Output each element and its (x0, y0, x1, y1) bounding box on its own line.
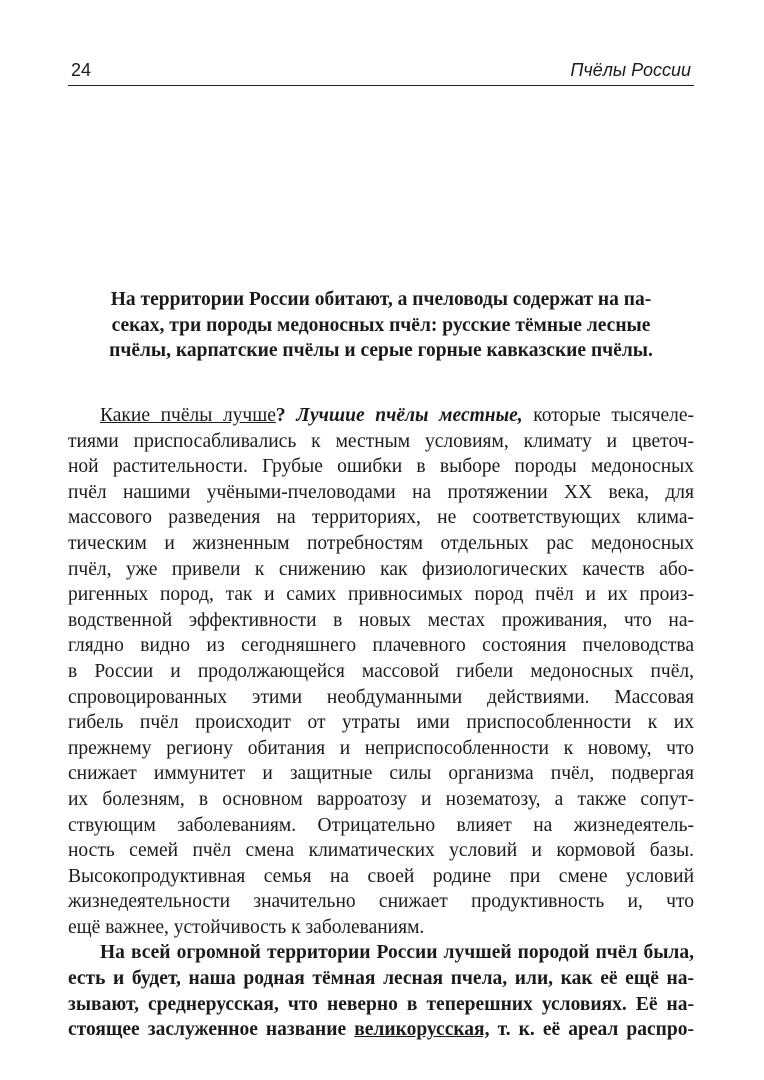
paragraph-line: ной растительности. Грубые ошибки в выборе породы медоносных (68, 456, 694, 478)
paragraph-line: в России и продолжающейся массовой гибели медоносных пчёл, (68, 660, 694, 682)
paragraph-line: глядно видно из сегодняшнего плачевного состояния пчеловодства (68, 635, 694, 657)
paragraph-line: ещё важнее, устойчивость к заболеваниям. (68, 916, 425, 938)
paragraph-line: спровоцированных этими необдуманными действиями. Массовая (68, 686, 694, 708)
question-heading: Какие пчёлы лучше (100, 405, 276, 426)
running-head (68, 58, 694, 84)
paragraph-line: прежнему региону обитания и неприспособленности к новому, что (68, 737, 694, 759)
paragraph-line: есть и будет, наша родная тёмная лесная пчела, или, как её ещё на- (68, 968, 694, 990)
page-number: 24 (71, 60, 92, 80)
paragraph-line (68, 1017, 694, 1043)
paragraph-line: их болезням, в основном варроатозу и нозематозу, а также сопут- (68, 788, 694, 810)
header-rule (68, 85, 694, 86)
body-text (68, 403, 694, 1043)
abstract-line: пчёлы, карпатские пчёлы и серые горные кавказские пчёлы. (109, 340, 653, 362)
paragraph-line: ригенных пород, так и самих привносимых пород пчёл и их произ- (68, 584, 694, 606)
paragraph-1 (68, 403, 694, 940)
abstract-line: секах, три породы медоносных пчёл: русские тёмные лесные (111, 314, 651, 336)
paragraph-line: водственной эффективности в новых местах проживания, что на- (68, 609, 694, 631)
paragraph-line: тиями приспосабливались к местным условиям, климату и цветоч- (68, 430, 694, 452)
emphasis-phrase: Лучшие пчёлы местные, (296, 405, 523, 426)
running-title: Пчёлы России (570, 60, 691, 80)
question-mark: ? (275, 405, 297, 426)
paragraph-line: ствующим заболеваниям. Отрицательно влияет на жизнедеятель- (68, 814, 694, 836)
paragraph-line: зывают, среднерусская, что неверно в теперешних условиях. Её на- (68, 993, 694, 1015)
paragraph-line: пчёл нашими учёными-пчеловодами на протяжении ХХ века, для (68, 481, 694, 503)
paragraph-line: ность семей пчёл смена климатических условий и кормовой базы. (68, 840, 694, 862)
paragraph-line: массового разведения на территориях, не соответствующих клима- (68, 507, 694, 529)
paragraph-2 (68, 940, 694, 1042)
line-text: стоящее заслуженное название (68, 1019, 355, 1041)
abstract-line: На территории России обитают, а пчеловоды содержат на па- (110, 289, 652, 310)
paragraph-line: жизнедеятельности значительно снижает продуктивность и, что (68, 891, 694, 913)
paragraph-line: Высокопродуктивная семья на своей родине при смене условий (68, 865, 694, 887)
paragraph-line: снижает иммунитет и защитные силы организма пчёл, подвергая (68, 763, 694, 785)
paragraph-line: тическим и жизненным потребностям отдельных рас медоносных (68, 532, 694, 554)
chapter-abstract (90, 287, 672, 364)
paragraph-line: На всей огромной территории России лучшей породой пчёл была, (100, 942, 694, 964)
paragraph-line: гибель пчёл происходит от утраты ими приспособленности к их (68, 712, 694, 734)
paragraph-line (68, 403, 694, 429)
line-text: которые тысячеле- (522, 405, 694, 426)
line-text: т. к. её ареал распро- (489, 1019, 694, 1041)
paragraph-line: пчёл, уже привели к снижению как физиологических качеств або- (68, 558, 694, 580)
underlined-term: великорусская, (354, 1019, 490, 1041)
